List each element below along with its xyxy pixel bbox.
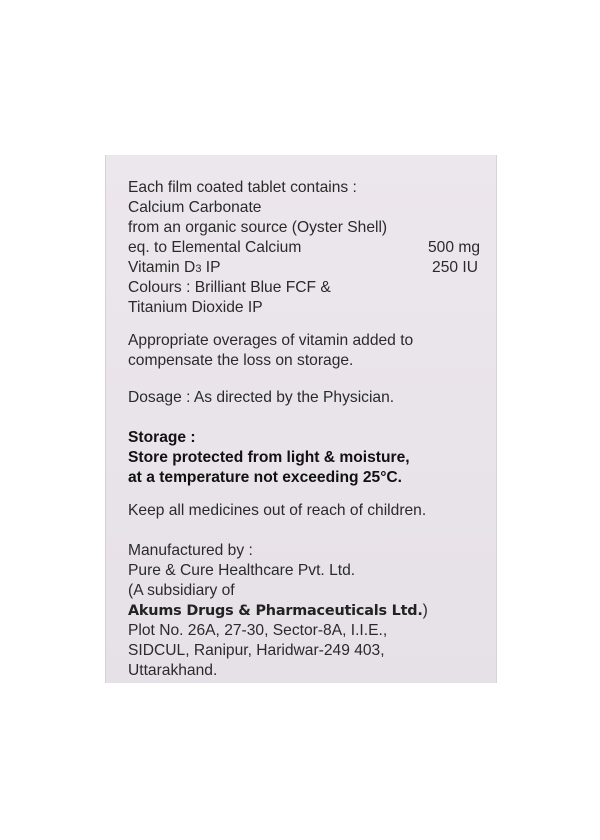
vitamin-label: Vitamin D3 IP: [128, 259, 221, 276]
manufacturer-company: Pure & Cure Healthcare Pvt. Ltd.: [128, 562, 356, 579]
parent-company: Akums Drugs & Pharmaceuticals Ltd.: [128, 603, 423, 619]
vitamin-row: [128, 258, 500, 279]
storage-line: Store protected from light & moisture,: [128, 449, 410, 466]
composition-line: Calcium Carbonate: [128, 199, 262, 216]
address-line: Plot No. 26A, 27-30, Sector-8A, I.I.E.,: [128, 622, 388, 639]
address-line: Uttarakhand.: [128, 662, 218, 679]
manufacturer-label: Manufactured by :: [128, 542, 253, 559]
overages-line: compensate the loss on storage.: [128, 352, 354, 369]
parent-company-line: Akums Drugs & Pharmaceuticals Ltd.): [128, 602, 428, 619]
elemental-calcium-label: eq. to Elemental Calcium: [128, 239, 302, 256]
composition-heading: Each film coated tablet contains :: [128, 179, 357, 196]
overages-line: Appropriate overages of vitamin added to: [128, 332, 414, 349]
storage-heading: Storage :: [128, 429, 196, 446]
colours-line: Titanium Dioxide IP: [128, 299, 263, 316]
composition-line: from an organic source (Oyster Shell): [128, 219, 388, 236]
elemental-calcium-row: [128, 238, 500, 258]
subsidiary-line: (A subsidiary of: [128, 582, 235, 599]
vitamin-value: 250 IU: [432, 259, 478, 276]
warning-text: Keep all medicines out of reach of children.: [128, 502, 427, 519]
address-line: SIDCUL, Ranipur, Haridwar-249 403,: [128, 642, 385, 659]
storage-line: at a temperature not exceeding 25°C.: [128, 469, 403, 486]
elemental-calcium-value: 500 mg: [427, 239, 480, 256]
colours-line: Colours : Brilliant Blue FCF &: [128, 279, 331, 296]
dosage-text: Dosage : As directed by the Physician.: [128, 389, 395, 406]
